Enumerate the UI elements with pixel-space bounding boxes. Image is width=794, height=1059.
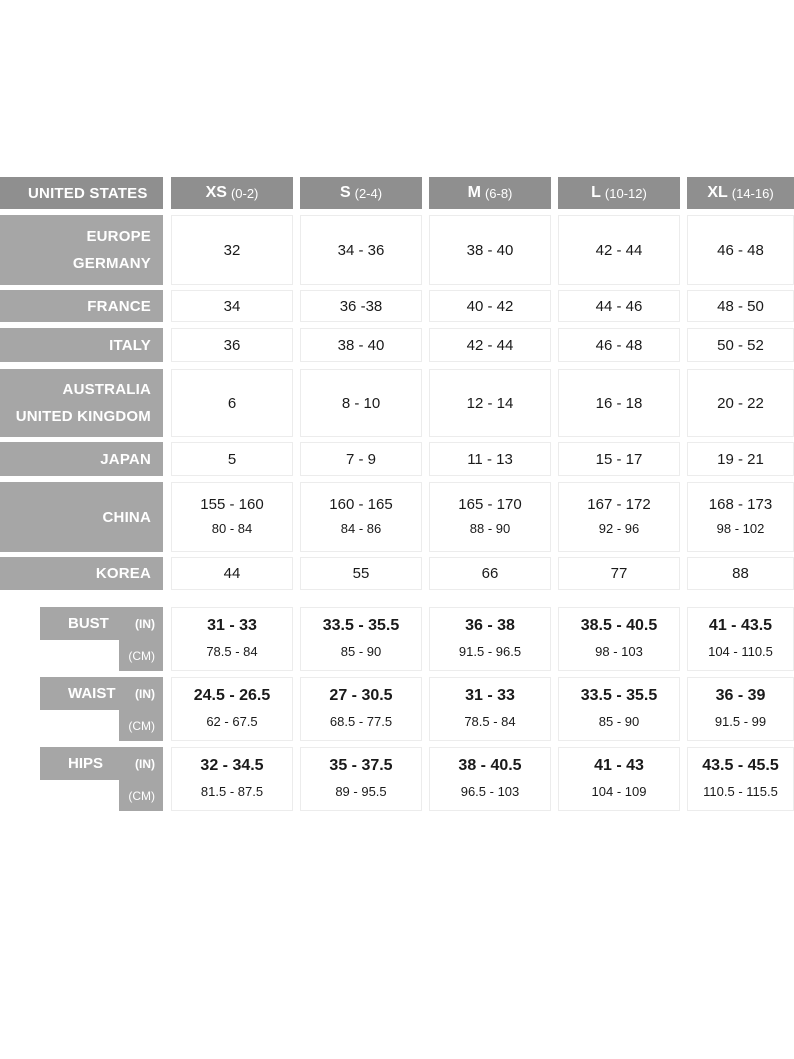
table-cell [300, 557, 422, 590]
measure-name: HIPS [68, 755, 104, 772]
cell-value: 46 - 48 [595, 336, 643, 354]
value-cm: 81.5 - 87.5 [200, 784, 264, 799]
cell-value: 40 - 42 [466, 297, 514, 315]
row-label-italy [0, 328, 163, 362]
table-cell [171, 557, 293, 590]
cell-value: 48 - 50 [717, 297, 764, 315]
size-label: M [467, 184, 481, 201]
cell-value-chest: 84 - 86 [340, 521, 382, 536]
value-inches: 31 - 33 [465, 687, 515, 704]
table-cell [558, 215, 680, 285]
cell-value: 44 [223, 565, 241, 582]
table-cell [558, 607, 680, 671]
unit-cm: (CM) [128, 648, 155, 663]
table-cell [429, 677, 551, 741]
cell-value: 34 [223, 297, 241, 315]
unit-in: (IN) [135, 686, 155, 701]
cell-value-chest: 80 - 84 [211, 521, 253, 536]
value-inches: 33.5 - 35.5 [580, 687, 658, 704]
table-cell [687, 369, 794, 437]
table-cell [558, 369, 680, 437]
cell-value: 42 - 44 [466, 336, 514, 354]
value-inches: 31 - 33 [207, 617, 257, 634]
cell-value: 46 - 48 [717, 241, 764, 259]
row-label-text: ITALY [109, 336, 151, 354]
table-cell [429, 369, 551, 437]
value-cm: 85 - 90 [598, 714, 640, 729]
value-cm: 96.5 - 103 [460, 784, 520, 799]
size-header-xl [687, 177, 794, 209]
size-label: S [339, 184, 351, 201]
value-cm: 91.5 - 96.5 [458, 644, 522, 659]
size-range: (0-2) [230, 185, 259, 201]
table-cell [558, 290, 680, 322]
cell-value: 77 [610, 565, 628, 582]
table-cell [558, 482, 680, 552]
cell-value-height: 168 - 173 [708, 496, 773, 513]
measure-label-bottom [119, 640, 163, 671]
table-cell [171, 369, 293, 437]
table-cell [687, 557, 794, 590]
table-cell [171, 442, 293, 476]
size-label: XL [707, 184, 728, 201]
measure-label-top [40, 747, 163, 780]
table-cell [687, 290, 794, 322]
cell-value-height: 160 - 165 [329, 496, 393, 513]
size-range: (2-4) [354, 185, 383, 201]
table-cell [300, 677, 422, 741]
cell-value: 20 - 22 [717, 394, 764, 412]
size-header-xs [171, 177, 293, 209]
table-cell [429, 290, 551, 322]
cell-value-height: 165 - 170 [458, 496, 522, 513]
measure-label-top [40, 677, 163, 710]
value-inches: 38 - 40.5 [458, 757, 522, 774]
value-inches: 41 - 43 [594, 757, 644, 774]
row-label-japan [0, 442, 163, 476]
cell-value-height: 167 - 172 [587, 496, 651, 513]
measure-name: WAIST [68, 685, 116, 702]
table-cell [300, 215, 422, 285]
size-header-l [558, 177, 680, 209]
value-inches: 27 - 30.5 [329, 687, 393, 704]
size-range: (14-16) [731, 185, 774, 201]
value-cm: 98 - 103 [595, 644, 643, 659]
table-cell [429, 482, 551, 552]
table-cell [171, 747, 293, 811]
size-range: (6-8) [484, 185, 513, 201]
cell-value: 36 -38 [339, 297, 383, 315]
table-cell [429, 557, 551, 590]
row-label-text: JAPAN [100, 450, 151, 468]
table-cell [429, 328, 551, 362]
cell-value: 32 [223, 241, 241, 259]
table-cell [429, 747, 551, 811]
value-inches: 24.5 - 26.5 [193, 687, 271, 704]
cell-value: 16 - 18 [595, 394, 643, 412]
row-label-text: EUROPE [86, 228, 151, 245]
table-cell [687, 607, 794, 671]
value-inches: 41 - 43.5 [708, 617, 773, 634]
table-cell [429, 215, 551, 285]
cell-value: 19 - 21 [717, 450, 764, 468]
value-inches: 35 - 37.5 [329, 757, 393, 774]
value-cm: 68.5 - 77.5 [329, 714, 393, 729]
cell-value: 11 - 13 [467, 450, 513, 468]
row-label-europe-germany [0, 215, 163, 285]
measure-label-top [40, 607, 163, 640]
row-label-text: UNITED KINGDOM [15, 408, 151, 425]
row-label-australia-uk [0, 369, 163, 437]
cell-value: 12 - 14 [466, 394, 514, 412]
cell-value: 6 [227, 394, 237, 412]
table-cell [171, 328, 293, 362]
value-cm: 78.5 - 84 [206, 644, 258, 659]
value-inches: 43.5 - 45.5 [702, 757, 779, 774]
cell-value: 55 [352, 565, 370, 582]
table-cell [171, 677, 293, 741]
table-cell [558, 442, 680, 476]
cell-value: 7 - 9 [345, 450, 376, 468]
cell-value: 38 - 40 [337, 336, 385, 354]
row-label-text: KOREA [95, 565, 151, 582]
header-country-label: UNITED STATES [28, 184, 148, 202]
cell-value: 34 - 36 [337, 241, 385, 259]
table-cell [300, 442, 422, 476]
table-cell [687, 215, 794, 285]
size-label: XS [205, 184, 227, 201]
size-label: L [591, 184, 601, 201]
size-header-s [300, 177, 422, 209]
row-label-text: CHINA [102, 508, 151, 526]
value-cm: 89 - 95.5 [335, 784, 387, 799]
measure-label-bottom [119, 780, 163, 811]
table-cell [687, 482, 794, 552]
row-label-china [0, 482, 163, 552]
row-label-text: AUSTRALIA [62, 381, 151, 398]
unit-cm: (CM) [128, 788, 155, 803]
value-inches: 38.5 - 40.5 [580, 617, 658, 634]
table-cell [687, 747, 794, 811]
table-cell [300, 328, 422, 362]
cell-value: 88 [732, 565, 749, 582]
unit-in: (IN) [135, 756, 155, 771]
cell-value: 8 - 10 [341, 394, 381, 412]
value-inches: 33.5 - 35.5 [322, 617, 400, 634]
table-cell [300, 747, 422, 811]
row-label-france [0, 290, 163, 322]
value-cm: 104 - 110.5 [708, 644, 773, 659]
table-cell [300, 607, 422, 671]
row-label-korea [0, 557, 163, 590]
value-cm: 104 - 109 [591, 784, 647, 799]
cell-value-chest: 92 - 96 [598, 521, 640, 536]
table-cell [558, 328, 680, 362]
cell-value: 50 - 52 [717, 336, 764, 354]
cell-value-height: 155 - 160 [200, 496, 264, 513]
cell-value: 44 - 46 [595, 297, 643, 315]
cell-value-chest: 88 - 90 [469, 521, 511, 536]
table-cell [687, 442, 794, 476]
table-cell [300, 369, 422, 437]
value-cm: 78.5 - 84 [464, 714, 516, 729]
cell-value: 42 - 44 [595, 241, 643, 259]
table-cell [687, 328, 794, 362]
row-label-text: FRANCE [87, 297, 151, 315]
table-cell [171, 290, 293, 322]
cell-value: 5 [227, 450, 237, 468]
measure-label-bottom [119, 710, 163, 741]
table-cell [687, 677, 794, 741]
unit-in: (IN) [135, 616, 155, 631]
value-cm: 85 - 90 [340, 644, 382, 659]
value-inches: 32 - 34.5 [200, 757, 264, 774]
value-cm: 91.5 - 99 [714, 714, 767, 729]
value-inches: 36 - 38 [465, 617, 515, 634]
table-cell [558, 557, 680, 590]
cell-value: 36 [223, 336, 241, 354]
cell-value: 66 [481, 565, 499, 582]
table-cell [558, 747, 680, 811]
size-header-m [429, 177, 551, 209]
table-cell [429, 607, 551, 671]
table-cell [558, 677, 680, 741]
cell-value-chest: 98 - 102 [716, 521, 765, 536]
table-cell [300, 290, 422, 322]
table-cell [171, 215, 293, 285]
value-cm: 110.5 - 115.5 [703, 784, 778, 799]
cell-value: 38 - 40 [466, 241, 514, 259]
table-cell [300, 482, 422, 552]
cell-value: 15 - 17 [595, 450, 643, 468]
value-cm: 62 - 67.5 [206, 714, 258, 729]
unit-cm: (CM) [128, 718, 155, 733]
value-inches: 36 - 39 [715, 687, 766, 704]
size-range: (10-12) [604, 185, 647, 201]
row-label-text: GERMANY [72, 255, 151, 272]
table-cell [429, 442, 551, 476]
table-cell [171, 482, 293, 552]
measure-name: BUST [68, 615, 109, 632]
table-cell [171, 607, 293, 671]
header-country [0, 177, 163, 209]
